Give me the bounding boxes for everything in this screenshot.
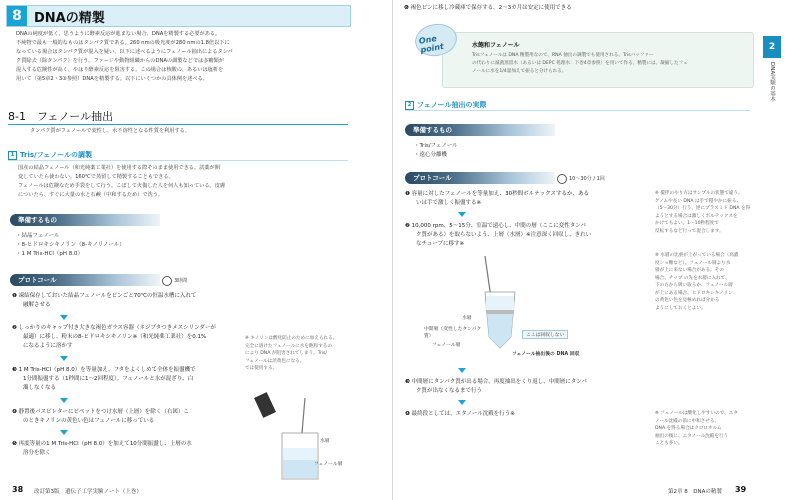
protocol-bar — [10, 274, 160, 286]
step-line: 最適）に移し、粉末の8-ヒドロキシキノリン※（和光純薬工業社）を0.1% — [23, 334, 207, 340]
note-line: ※ 水層の比重が上がっている場合（高濃 — [655, 253, 739, 258]
intro-paragraph — [16, 30, 346, 84]
prep-bar-right — [405, 124, 555, 136]
step-3 — [12, 366, 237, 393]
do-not-collect-label: ここは回収しない — [522, 330, 568, 339]
step-line: ❸ 中間層にタンパク質が出る場合、再度抽出をくり返し、中間層にタンパ — [405, 379, 587, 385]
intro-line: なっている場合はタンパク質が混入を疑い、以下に述べるようにフェノール抽出によるタンパ — [16, 49, 233, 55]
step-line: のときキノリンの黄色い色はフェノールに移っている — [23, 418, 155, 424]
intro-line: DNAの純度が低く、思うように酵素反応が進まない場合、DNAを精製する必要がある。 — [16, 31, 221, 37]
arrow-down-icon — [60, 430, 68, 435]
time-text: 3時間 — [174, 278, 188, 284]
step-line: ❶ 凍結保存しておいた結晶フェノールをビンごと70℃の恒温水槽に入れて — [12, 293, 197, 299]
one-point-line: ノールに水を1/4量加えて振ると分けられる。 — [472, 69, 567, 74]
note-line: フェノールは淡黄色になる。 — [245, 358, 305, 364]
subsection-number-right: 2 — [405, 101, 414, 110]
prep-list — [16, 232, 125, 259]
sub-line: 変していたら使わない。160℃で蒸留して精製することもできる。 — [18, 174, 174, 180]
note-line: ※ キノリンは酸化防止のために加えられる。 — [245, 336, 338, 341]
pipette-bulb — [254, 392, 276, 418]
step-line: ❹ 最終段としては、エタノール沈殿を行う※ — [405, 411, 515, 417]
pipette-diagram — [250, 388, 360, 483]
step-line: 1分間振盪する（1秒間に1〜2回程度）。フェノールと水が混ざり、白 — [23, 376, 194, 382]
note-line: 下の方から吸い取るか、フェノール層 — [655, 283, 733, 288]
phenol-layer — [283, 460, 317, 478]
note-line: ようとする場合は激しくボルテックスを — [655, 213, 738, 219]
step-2 — [12, 324, 237, 351]
prep-label-right: 準備するもの — [413, 126, 452, 134]
note-line: 場合、チップ の先を水層に入れて、 — [655, 275, 730, 281]
one-point-line: の代わりに滅菌蒸留水（あるいは DEPC 処理水：下巻4章参照）を用いて作る。精製には、凝縮したフェ — [472, 61, 688, 66]
step-note — [245, 335, 350, 373]
one-point-text — [472, 52, 742, 76]
clock-icon — [557, 174, 567, 184]
tube-water-label: 水層 — [462, 316, 472, 321]
arrow-down-icon — [60, 398, 68, 403]
chapter-number: 8 — [7, 6, 27, 26]
section-title: 8-1 フェノール抽出 — [8, 110, 114, 123]
one-point-title: 水飽和フェノール — [472, 42, 520, 49]
prep-item: ・遠心分離機 — [414, 152, 448, 158]
note-line: では使用する。 — [245, 366, 278, 371]
step-1 — [12, 292, 237, 310]
step-line: ❸ 1 M Tris-HCl（pH 8.0）を等量加え、フタをよくしめて全体を振盪機で — [12, 367, 196, 373]
step-6: ❻ 褐色ビンに移し冷蔵庫で保存する。2〜3カ月は安定に使用できる — [404, 5, 572, 11]
prep-item: ・Tris/フェノール — [414, 143, 458, 149]
prep-item: ・1 M Tris-HCl（pH 8.0） — [16, 251, 84, 257]
chapter-header — [6, 5, 351, 27]
arrow-down-icon — [458, 212, 466, 217]
note-line: ※ 撹拌のやり方はサンプルの状態で違う。 — [655, 191, 743, 196]
tube-water-layer — [486, 296, 514, 310]
step-5 — [12, 440, 237, 458]
intro-line: ク質除去（除タンパク）を行う。ファージや動物組織からのDNAの調製などでは多糖類が — [16, 58, 224, 64]
chapter-side-tab: 2 — [763, 36, 781, 58]
page-number-right: 39 — [735, 485, 747, 494]
prep-list-right — [414, 142, 458, 160]
right-step-3 — [405, 378, 655, 396]
step-line: ❷ しっかりのキャップ付き大きな褐色ガラス容器（ネジブタつきメスシリンダーが — [12, 325, 216, 331]
right-step-1 — [405, 190, 655, 208]
arrow-down-icon — [60, 356, 68, 361]
protocol-label: プロトコール — [18, 276, 57, 284]
step-line: になるように溶かす — [23, 343, 73, 349]
protocol-bar-right — [405, 172, 555, 184]
right-step-2 — [405, 222, 655, 249]
note-line: 層が上に来ない場合がある。その — [655, 268, 724, 273]
subsection-paragraph — [18, 164, 348, 200]
intro-line: 不純物で最も一般的なものはタンパク質である。260 nmの吸光度が280 nmの1.8倍以下に — [16, 40, 230, 46]
step-line: ❶ 容量に対したフェノールを等量加え、30秒間ボルテックスするか、ある — [405, 191, 590, 197]
step-line: ❺ 再度等量の1 M Tris-HCl（pH 8.0）を加えて10分間振盪し、上層の水 — [12, 441, 192, 447]
footer-left: 改訂第3版 遺伝子工学実験ノート（上巻） — [34, 489, 142, 495]
chapter-title: DNAの精製 — [34, 11, 105, 26]
subsection-title: Tris/フェノールの調製 — [20, 151, 93, 159]
subsection-heading — [8, 150, 92, 160]
time-text-right: 10〜30分 / 1回 — [569, 176, 605, 182]
note-line: 抽出の後に、エタノール沈殿を行う — [655, 433, 729, 439]
water-layer-label: 水層 — [320, 439, 330, 444]
arrow-down-icon — [458, 368, 466, 373]
phenol-layer-label: フェノール層 — [314, 462, 343, 467]
step-line: ク質がある）を取らないよう、上層（水層）※注意深く回収し、きれい — [416, 232, 592, 238]
step-line: いは手で激しく振盪する※ — [416, 200, 482, 206]
prep-item: ・結晶フェノール — [16, 233, 60, 239]
note-line: 完全に溶けたフェノールに水を飽和するの — [245, 343, 332, 349]
step-line: 溶分を除く — [23, 450, 51, 456]
step-4 — [12, 408, 237, 426]
subsection-number: 1 — [8, 151, 17, 160]
sub-line: フェノールは危険なため手袋をして行う。こぼして火傷した人を何人も知っている。皮膚 — [18, 183, 226, 189]
section-underline — [8, 124, 348, 125]
note-line: 度ショ糖など）、フェノール層より水 — [655, 260, 731, 266]
one-point-label: One point — [418, 33, 445, 55]
subsection-underline — [8, 160, 348, 161]
step-line: 融解させる — [23, 302, 51, 308]
note-line: ※ フェノールは酸化しやすいので、エタ — [655, 411, 738, 416]
water-layer — [283, 448, 317, 460]
tube-interphase — [487, 310, 514, 314]
subsection-title-right: フェノール抽出の実際 — [417, 101, 487, 109]
sub-line: についたら、すぐに大量の水と石鹸（中和するため）で洗う。 — [18, 192, 164, 198]
right-notes-a — [655, 190, 760, 235]
right-step-4 — [405, 410, 655, 419]
right-notes-c — [655, 410, 760, 448]
intro-line: 用いて（第5章2・3③参照）DNAを精製する。以下にいくつかの具体例を述べる。 — [16, 76, 208, 82]
step-line: ク質が出なくなるまで行う — [416, 388, 483, 394]
sub-line: 国産の結晶フェノール（和光純薬工業社）を使用する際そのまま使用できる。試薬が開 — [18, 165, 220, 171]
section-description: タンパク質がフェノールで変性し、水不溶性となる性質を利用する。 — [30, 128, 191, 134]
step-line: ❷ 10,000 rpm、5〜15分、室温で遠心し、中間の層（ここに変性タンパ — [405, 223, 586, 229]
note-line: により DNA が阻害されてしまう。Tris/ — [245, 351, 327, 356]
subsection-heading-right — [405, 100, 486, 110]
tube-interphase-label: 中間層（変性したタンパク質） — [424, 327, 482, 339]
note-line: （5〜30分）行う。逆にプラスミド DNA を得 — [655, 206, 751, 211]
note-line: かけてもよい。1〜10秒程度で — [655, 221, 719, 226]
note-line: 反転するなど行って混合します。 — [655, 228, 724, 234]
chapter-side-text: DNA実験の基本 — [769, 62, 775, 102]
page-number-left: 38 — [12, 485, 24, 494]
note-line: の黄色い色を見極めれば分かる — [655, 298, 720, 303]
tube-phenol-layer — [487, 314, 513, 348]
clock-icon — [162, 276, 172, 286]
step-line: なチューブに移す※ — [416, 241, 465, 247]
step-line: ❹ 静置後パスビレターにピペットをつけ水層（上層）を除く（右図）こ — [12, 409, 189, 415]
subsection-underline-right — [405, 110, 750, 111]
diagram-caption: フェノール抽出後の DNA 回収 — [512, 352, 580, 357]
note-line: ゲノムや長い DNA は手で穏やかに振る。 — [655, 198, 741, 204]
note-line: ことも多い。 — [655, 441, 683, 446]
prep-bar — [10, 214, 160, 226]
right-notes-b — [655, 252, 760, 312]
note-line: ようにしておくとよい。 — [655, 305, 706, 311]
step-line: 濁しなくなる — [23, 385, 57, 391]
note-line: DNA を得る場合はクロロホルム — [655, 426, 722, 431]
footer-right: 第2章 8 DNAの精製 — [668, 489, 722, 495]
arrow-down-icon — [60, 315, 68, 320]
tube-phenol-label: フェノール層 — [432, 343, 461, 348]
prep-item: ・8-ヒドロキシキノリン（8-キノリノール） — [16, 242, 125, 248]
one-point-line: Trisフェノールは DNA 精製用なので、RNA 抽出の調製でも使用される。Trisバッファー — [472, 53, 654, 58]
prep-label: 準備するもの — [18, 216, 57, 224]
arrow-down-icon — [458, 400, 466, 405]
protocol-label-right: プロトコール — [413, 174, 452, 182]
intro-line: 混入する危険性が高く、やはり酵素反応を阻害する。この場合は核酸の、あるいは塩析を — [16, 67, 224, 73]
note-line: が上にある場合、ヒドロキシキノリン — [655, 290, 733, 296]
note-line: ノール沈殿の前に中和させる。 — [655, 418, 720, 424]
